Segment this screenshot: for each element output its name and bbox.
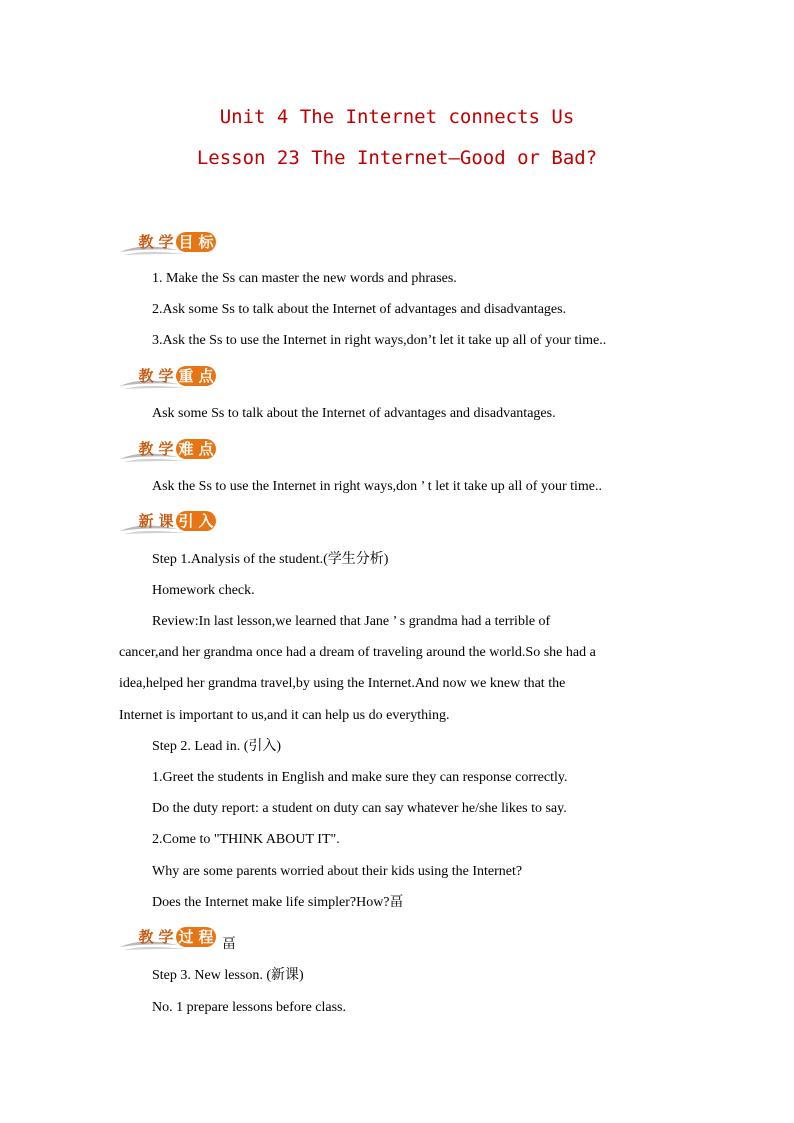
section-label: 教 学 重 点 bbox=[136, 366, 216, 386]
new-lesson-item: No. 1 prepare lessons before class. bbox=[152, 1000, 346, 1015]
lesson-title: Lesson 23 The Internet—Good or Bad? bbox=[196, 147, 598, 169]
difficulty-text: Ask the Ss to use the Internet in right ways,don ’ t let it take up all of your time.. bbox=[152, 479, 602, 494]
step2-heading: Step 2. Lead in. (引入) bbox=[152, 739, 282, 754]
section-badge-key-points bbox=[118, 364, 226, 390]
section-label: 教 学 过 程 bbox=[136, 927, 216, 947]
section-badge-objectives bbox=[118, 230, 226, 256]
review-line: Internet is important to us,and it can help us do everything. bbox=[119, 708, 450, 723]
unit-title: Unit 4 The Internet connects Us bbox=[219, 106, 575, 128]
review-line: Review:In last lesson,we learned that Jane ’ s grandma had a terrible of bbox=[152, 614, 551, 629]
section-label: 教 学 目 标 bbox=[136, 232, 216, 252]
lead-in-item: 2.Come to "THINK ABOUT IT". bbox=[152, 832, 340, 847]
key-point-text: Ask some Ss to talk about the Internet of advantages and disadvantages. bbox=[152, 406, 556, 421]
step1-heading: Step 1.Analysis of the student.(学生分析) bbox=[152, 552, 389, 567]
lead-in-item: Do the duty report: a student on duty can say whatever he/she likes to say. bbox=[152, 801, 567, 816]
section-label: 教 学 难 点 bbox=[136, 439, 216, 459]
glyph-after-badge: 畐 bbox=[222, 937, 236, 952]
objective-line: 2.Ask some Ss to talk about the Internet of advantages and disadvantages. bbox=[152, 302, 567, 317]
review-line: idea,helped her grandma travel,by using the Internet.And now we knew that the bbox=[119, 676, 566, 691]
lead-in-item: 1.Greet the students in English and make sure they can response correctly. bbox=[152, 770, 568, 785]
section-badge-process bbox=[118, 925, 226, 951]
section-label: 新 课 引 入 bbox=[136, 511, 216, 531]
homework-line: Homework check. bbox=[152, 583, 255, 598]
objective-line: 3.Ask the Ss to use the Internet in right ways,don’t let it take up all of your time.. bbox=[152, 333, 607, 348]
question-line: Why are some parents worried about their kids using the Internet? bbox=[152, 864, 523, 879]
section-badge-difficulties bbox=[118, 437, 226, 463]
step3-heading: Step 3. New lesson. (新课) bbox=[152, 968, 304, 983]
section-badge-lead-in bbox=[118, 509, 226, 535]
review-line: cancer,and her grandma once had a dream of traveling around the world.So she had a bbox=[119, 645, 596, 660]
objective-line: 1. Make the Ss can master the new words and phrases. bbox=[152, 271, 457, 286]
question-line: Does the Internet make life simpler?How?畐 bbox=[152, 895, 404, 910]
